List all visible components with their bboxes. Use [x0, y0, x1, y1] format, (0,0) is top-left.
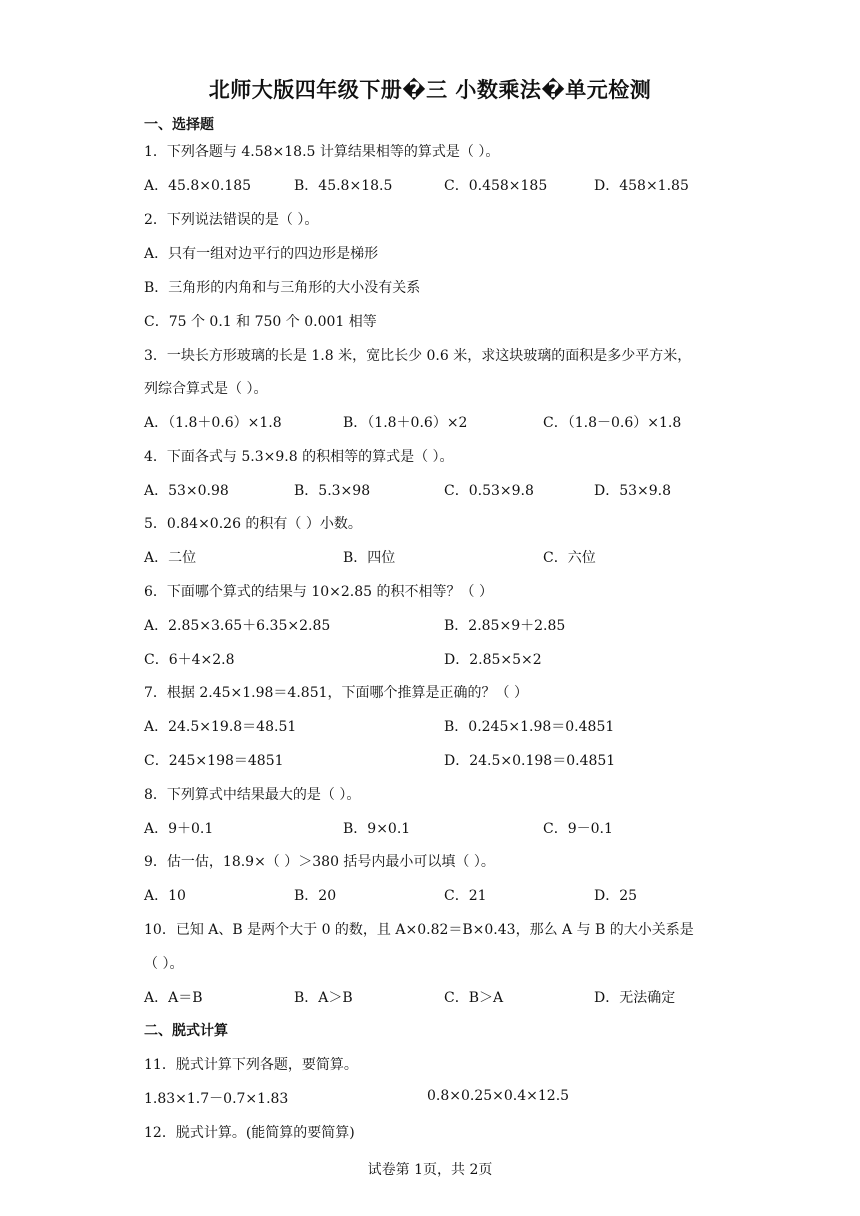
question-4-option-d: D．53×9.8	[594, 483, 672, 499]
question-2-stem: 2．下列说法错误的是（ ）。	[144, 212, 319, 228]
question-3-option-c: C．（1.8－0.6）×1.8	[543, 415, 682, 431]
question-5-option-a: A．二位	[144, 550, 197, 566]
question-2-option-b: B．三角形的内角和与三角形的大小没有关系	[144, 280, 421, 296]
question-11-stem: 11．脱式计算下列各题，要简算。	[144, 1057, 358, 1073]
question-5-stem: 5．0.84×0.26 的积有（ ）小数。	[144, 516, 362, 532]
question-10-option-c: C．B＞A	[444, 990, 504, 1006]
question-8-option-a: A．9＋0.1	[144, 821, 214, 837]
question-9-option-a: A．10	[144, 888, 186, 904]
question-8-stem: 8．下列算式中结果最大的是（ ）。	[144, 787, 361, 803]
question-5-option-c: C．六位	[543, 550, 596, 566]
question-10-stem: 10．已知 A、B 是两个大于 0 的数，且 A×0.82＝B×0.43，那么 A 与 B 的大小关系是	[144, 922, 694, 938]
question-9-option-d: D．25	[594, 888, 638, 904]
question-10-option-d: D．无法确定	[594, 990, 676, 1006]
question-3-stem: 3．一块长方形玻璃的长是 1.8 米，宽比长少 0.6 米，求这块玻璃的面积是多少平方米，	[144, 348, 692, 364]
question-8-option-c: C．9－0.1	[543, 821, 613, 837]
page-title: 北师大版四年级下册�三 小数乘法�单元检测	[208, 78, 652, 102]
question-12-stem: 12．脱式计算。(能简算的要简算)	[144, 1125, 355, 1141]
question-9-option-c: C．21	[444, 888, 487, 904]
question-4-option-b: B．5.3×98	[294, 483, 371, 499]
question-1-option-c: C．0.458×185	[444, 178, 548, 194]
question-7-option-d: D．24.5×0.198＝0.4851	[444, 753, 616, 769]
question-3-stem-continued: 列综合算式是（ ）。	[144, 381, 268, 397]
question-1-option-a: A．45.8×0.185	[144, 178, 252, 194]
question-10-option-a: A．A＝B	[144, 990, 203, 1006]
question-1-option-b: B．45.8×18.5	[294, 178, 393, 194]
question-6-option-a: A．2.85×3.65＋6.35×2.85	[144, 618, 331, 634]
question-4-option-c: C．0.53×9.8	[444, 483, 534, 499]
question-10-stem-continued: （ ）。	[144, 956, 184, 972]
question-8-option-b: B．9×0.1	[343, 821, 411, 837]
question-6-option-c: C．6＋4×2.8	[144, 652, 235, 668]
question-4-stem: 4．下面各式与 5.3×9.8 的积相等的算式是（ ）。	[144, 449, 454, 465]
question-10-option-b: B．A＞B	[294, 990, 353, 1006]
question-7-stem: 7．根据 2.45×1.98＝4.851，下面哪个推算是正确的？（ ）	[144, 685, 528, 701]
question-3-option-a: A．（1.8＋0.6）×1.8	[144, 415, 282, 431]
question-3-option-b: B．（1.8＋0.6）×2	[343, 415, 468, 431]
question-1-option-d: D．458×1.85	[594, 178, 689, 194]
page-footer: 试卷第 1页，共 2页	[367, 1162, 493, 1178]
question-4-option-a: A．53×0.98	[144, 483, 229, 499]
question-7-option-c: C．245×198＝4851	[144, 753, 284, 769]
question-6-option-d: D．2.85×5×2	[444, 652, 542, 668]
question-1-stem: 1．下列各题与 4.58×18.5 计算结果相等的算式是（ ）。	[144, 144, 500, 160]
question-11-expression-2: 0.8×0.25×0.4×12.5	[427, 1088, 570, 1104]
question-5-option-b: B．四位	[343, 550, 396, 566]
question-7-option-a: A．24.5×19.8＝48.51	[144, 719, 297, 735]
section-heading-calculation: 二、脱式计算	[144, 1023, 228, 1039]
question-6-option-b: B．2.85×9＋2.85	[444, 618, 566, 634]
question-9-stem: 9．估一估，18.9×（ ）＞380 括号内最小可以填（ ）。	[144, 854, 495, 870]
question-2-option-c: C．75 个 0.1 和 750 个 0.001 相等	[144, 314, 377, 330]
question-2-option-a: A．只有一组对边平行的四边形是梯形	[144, 246, 379, 262]
question-9-option-b: B．20	[294, 888, 337, 904]
question-6-stem: 6．下面哪个算式的结果与 10×2.85 的积不相等？（ ）	[144, 584, 493, 600]
question-11-expression-1: 1.83×1.7－0.7×1.83	[144, 1091, 289, 1107]
section-heading-choice: 一、选择题	[144, 117, 214, 133]
question-7-option-b: B．0.245×1.98＝0.4851	[444, 719, 615, 735]
